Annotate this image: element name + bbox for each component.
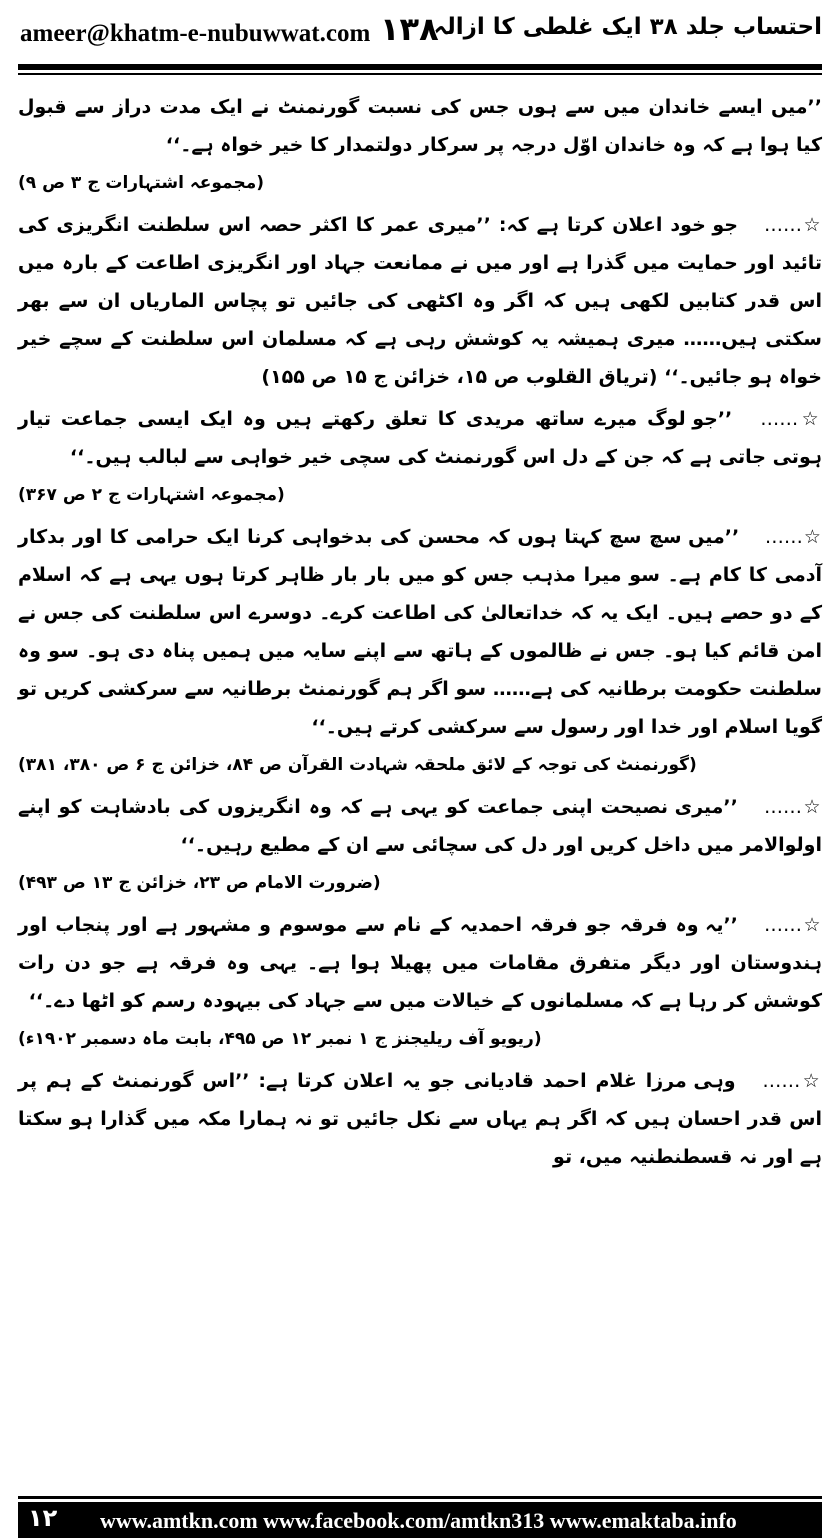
footer-page-number: ۱۲ <box>28 1504 58 1532</box>
footer-website-links: www.amtkn.com www.facebook.com/amtkn313 www.emaktaba.info <box>100 1508 737 1533</box>
star-bullet-icon: ☆…… <box>764 526 822 548</box>
header-book-title: احتساب جلد ۳۸ ایک غلطی کا ازالہ <box>433 14 822 40</box>
bullet-paragraph <box>18 906 822 1020</box>
bullet-paragraph <box>18 1062 822 1176</box>
reference-citation: (گورنمنٹ کی توجہ کے لائق ملحقہ شہادت القرآن ص ۸۴، خزائن ج ۶ ص ۳۸۰، ۳۸۱) <box>18 755 697 775</box>
star-bullet-icon: ☆…… <box>763 914 822 936</box>
footer-bar <box>18 1502 822 1538</box>
star-bullet-icon: ☆…… <box>764 214 822 236</box>
header-page-number: ۱۳۸ <box>380 10 439 48</box>
page-body <box>18 88 822 1478</box>
bullet-paragraph <box>18 788 822 864</box>
reference-citation: (ریویو آف ریلیجنز ج ۱ نمبر ۱۲ ص ۴۹۵، بابت ماہ دسمبر ۱۹۰۲ء) <box>18 1029 542 1049</box>
header-rule-thin <box>18 73 822 75</box>
quote-paragraph <box>18 88 822 164</box>
paragraph-text: وہی مرزا غلام احمد قادیانی جو یہ اعلان کرتا ہے: ’’اس گورنمنٹ کے ہم پر اس قدر احسان ہیں کہ اگر ہم یہاں سے نکل جائیں تو نہ ہمارا مکہ میں گذارا ہو سکتا ہے اور نہ قسطنطنیہ میں، تو <box>18 1070 822 1168</box>
header-rule-thick <box>18 64 822 70</box>
paragraph-text: ’’میری نصیحت اپنی جماعت کو یہی ہے کہ وہ انگریزوں کی بادشاہت کو اپنے اولوالامر میں داخل کریں اور دل کی سچائی سے ان کے مطیع رہیں۔‘‘ <box>18 796 822 856</box>
paragraph-text: ’’جو لوگ میرے ساتھ مریدی کا تعلق رکھتے ہیں وہ ایک ایسی جماعت تیار ہوتی جاتی ہے کہ جن کے دل اس گورنمنٹ کی سچی خیر خواہی سے لبالب ہیں۔‘‘ <box>18 408 822 468</box>
star-bullet-icon: ☆…… <box>763 796 822 818</box>
paragraph-text: ’’میں سچ سچ کہتا ہوں کہ محسن کی بدخواہی کرنا ایک حرامی کا اور بدکار آدمی کا کام ہے۔ سو میرا مذہب جس کو میں بار بار ظاہر کرتا ہوں یہی ہے کہ اسلام کے دو حصے ہیں۔ ایک یہ کہ خداتعالیٰ کی اطاعت کرے۔ دوسرے اس سلطنت کی جس نے امن قائم کیا ہو۔ جس نے ظالموں کے ہاتھ سے اپنے سایہ میں ہمیں پناہ دی ہو۔ سو وہ سلطنت حکومت برطانیہ کی ہے…… سو اگر ہم گورنمنٹ برطانیہ سے سرکشی کریں تو گویا اسلام اور خدا اور رسول سے سرکشی کرتے ہیں۔‘‘ <box>18 526 822 738</box>
star-bullet-icon: ☆…… <box>760 408 822 430</box>
bullet-paragraph <box>18 518 822 746</box>
header-email: ameer@khatm-e-nubuwwat.com <box>20 20 371 47</box>
paragraph-text: ’’میں ایسے خاندان میں سے ہوں جس کی نسبت گورنمنٹ نے ایک مدت دراز سے قبول کیا ہوا ہے کہ وہ خاندان اوّل درجہ پر سرکار دولتمدار کا خیر خواہ ہے۔‘‘ <box>18 96 822 156</box>
reference-citation: (مجموعہ اشتہارات ج ۳ ص ۹) <box>18 173 264 193</box>
paragraph-text: جو خود اعلان کرتا ہے کہ: ’’میری عمر کا اکثر حصہ اس سلطنت انگریزی کی تائید اور حمایت میں گذرا ہے اور میں نے ممانعت جہاد اور انگریزی اطاعت کے بارہ میں اس قدر کتابیں لکھی ہیں کہ اگر وہ اکٹھی کی جائیں تو پچاس الماریاں ان سے بھر سکتی ہیں…… میری ہمیشہ یہ کوشش رہی ہے کہ مسلمان اس سلطنت کے سچے خیر خواہ ہو جائیں۔‘‘ (تریاق القلوب ص ۱۵، خزائن ج ۱۵ ص ۱۵۵) <box>18 214 822 388</box>
page-header <box>0 0 840 62</box>
bullet-paragraph <box>18 400 822 476</box>
bullet-paragraph <box>18 206 822 396</box>
reference-citation: (ضرورت الامام ص ۲۳، خزائن ج ۱۳ ص ۴۹۳) <box>18 873 381 893</box>
page-footer <box>0 1494 840 1540</box>
reference-citation: (مجموعہ اشتہارات ج ۲ ص ۳۶۷) <box>18 485 285 505</box>
star-bullet-icon: ☆…… <box>762 1070 822 1092</box>
footer-rule <box>18 1496 822 1499</box>
paragraph-text: ’’یہ وہ فرقہ جو فرقہ احمدیہ کے نام سے موسوم و مشہور ہے اور پنجاب اور ہندوستان اور دیگر متفرق مقامات میں پھیلا ہوا ہے۔ یہی وہ فرقہ ہے جو دن رات کوشش کر رہا ہے کہ مسلمانوں کے خیالات میں سے جہاد کی بیہودہ رسم کو اٹھا دے۔‘‘ <box>18 914 822 1012</box>
